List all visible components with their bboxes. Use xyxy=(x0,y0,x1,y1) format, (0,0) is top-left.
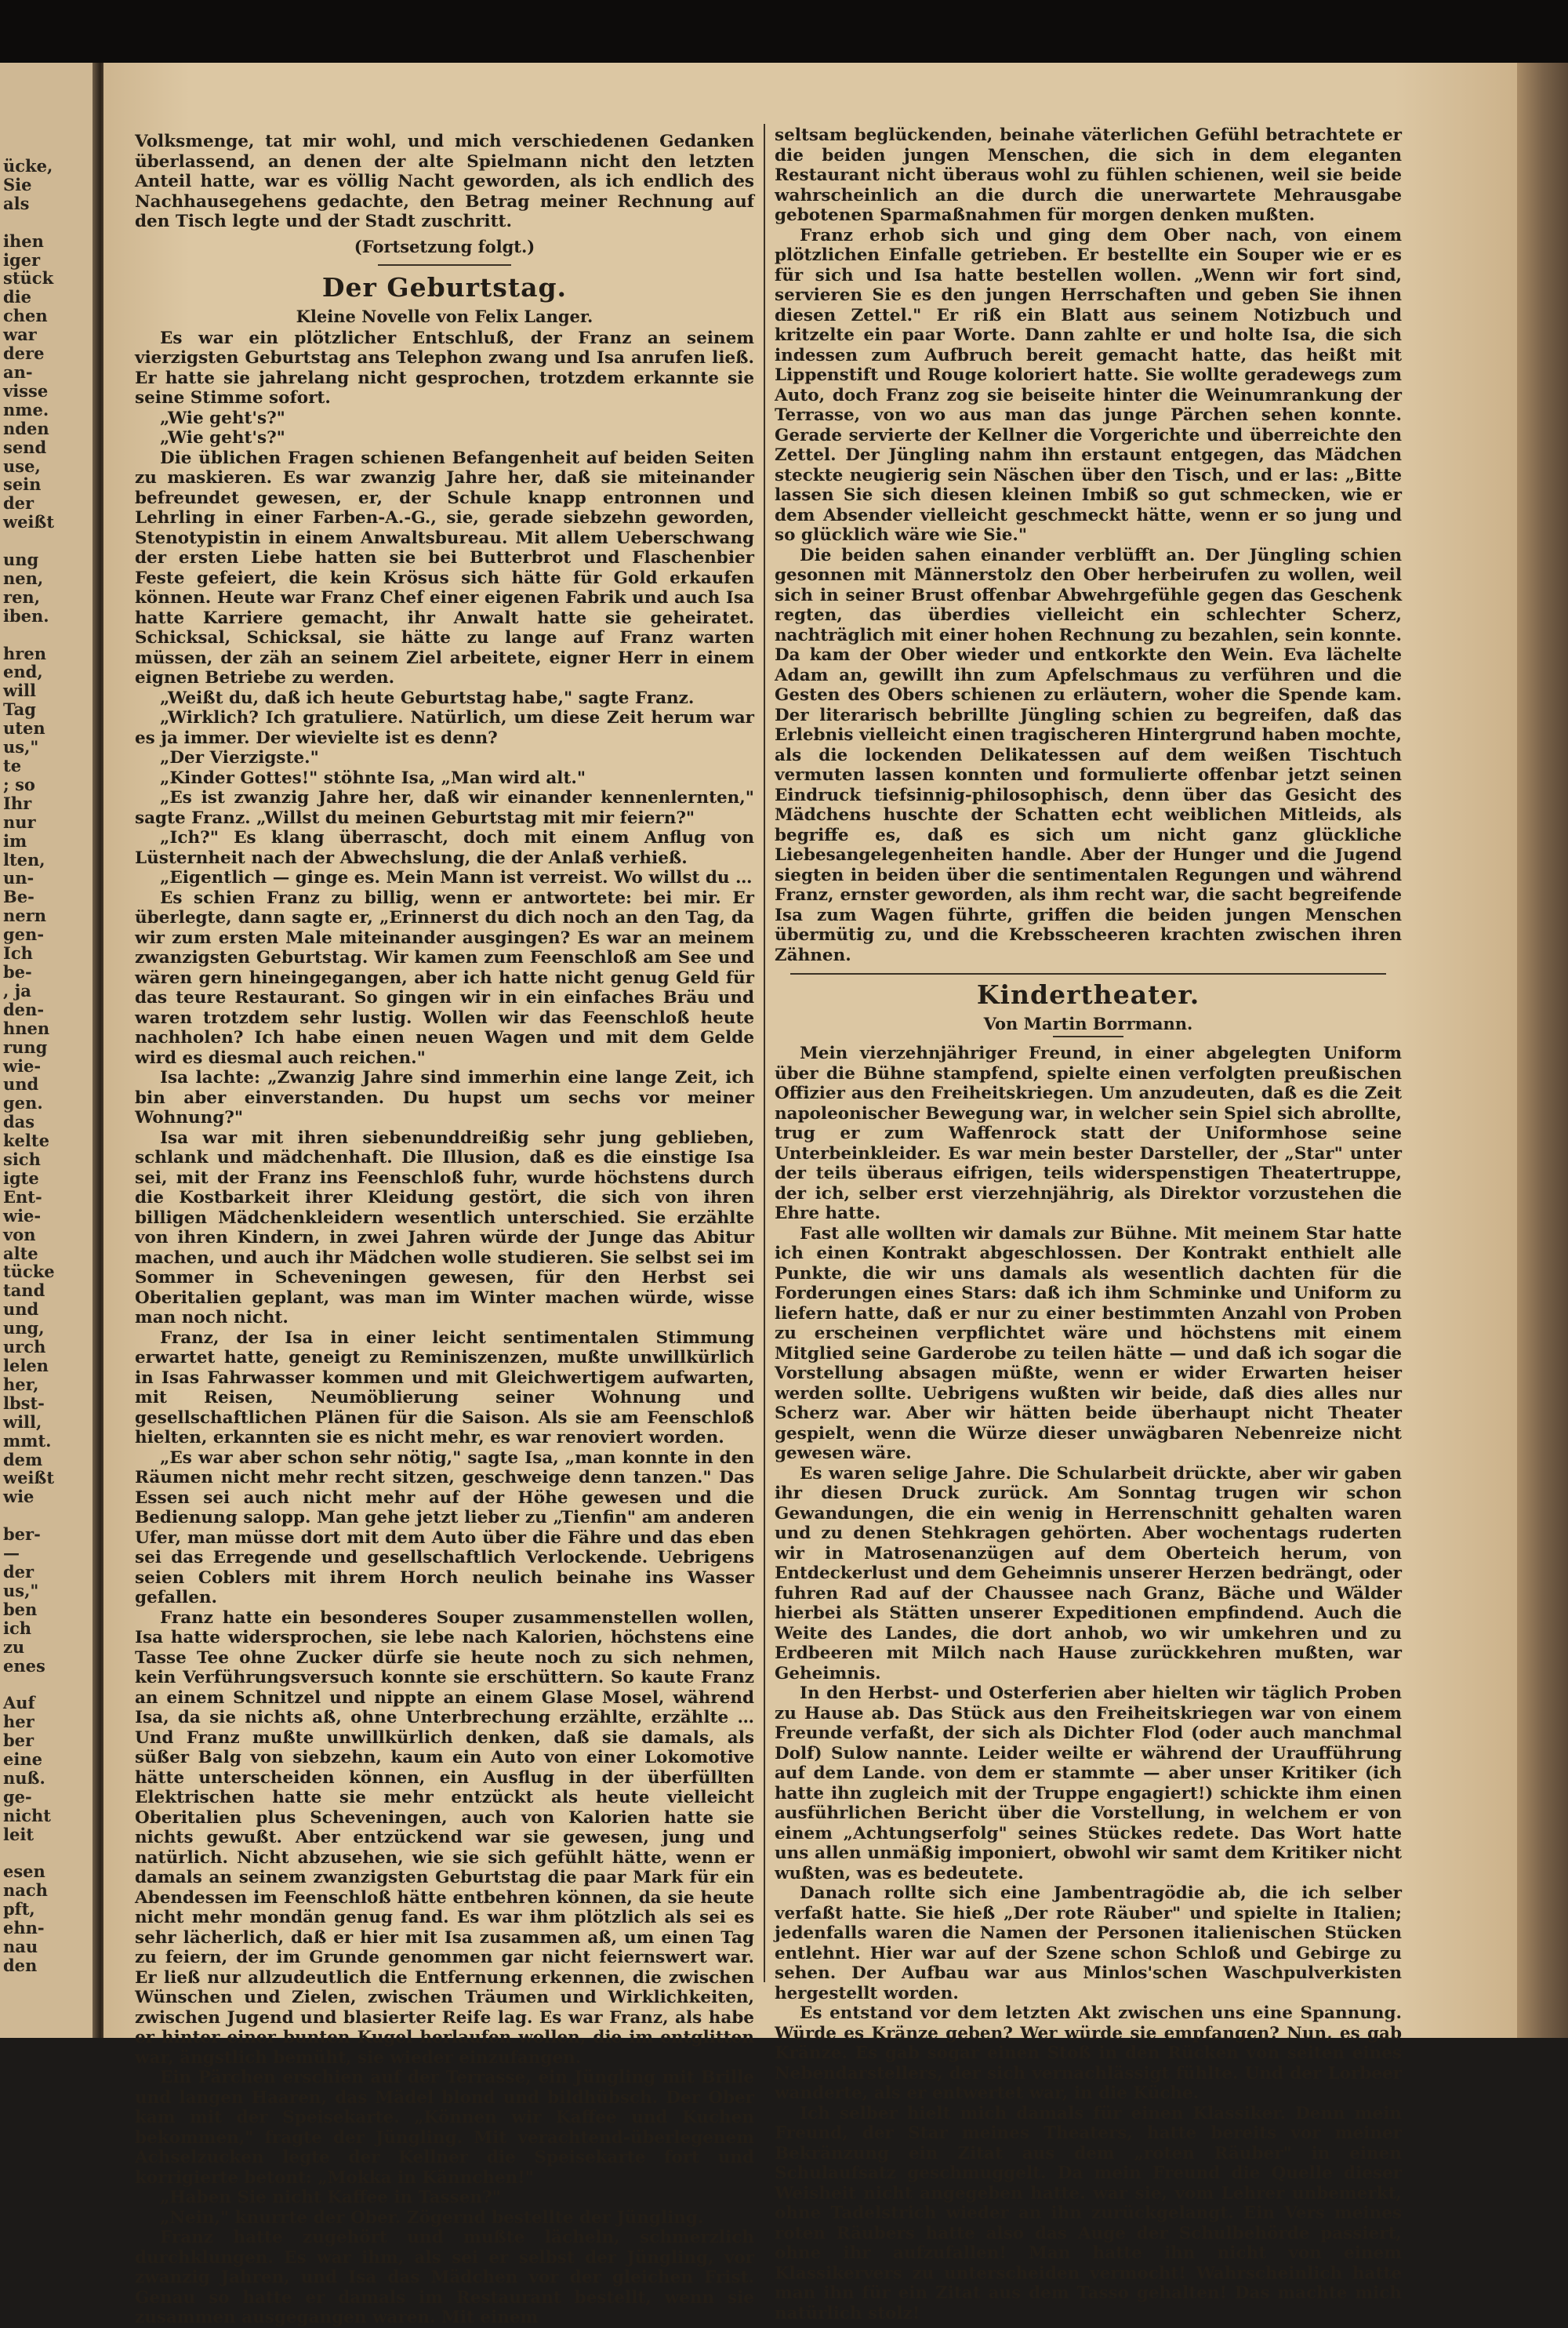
continuation-note: (Fortsetzung folgt.) xyxy=(354,236,535,256)
paragraph: Franz erhob sich und ging dem Ober nach, von einem plötzlichen Einfalle getrieben. Er bestellte ein Souper wie er es für sich und Isa hatte bestellen wollen. „Wenn wir fort sind, servieren Sie es den jungen Herrschaften und geben Sie ihnen diesen Zettel." Er riß ein Blatt aus seinem Notizbuch und kritzelte ein paar Worte. Dann zahlte er und holte Isa, die sich indessen zum Aufbruch bereit gemacht hatte, das heißt mit Lippenstift und Rouge koloriert hatte. Sie wollte geradewegs zum Auto, doch Franz zog sie beiseite hinter die Weinumrankung der Terrasse, von wo aus man das junge Pärchen sehen konnte. Gerade servierte der Kellner die Vorgerichte und überreichte den Zettel. Der Jüngling nahm ihn erstaunt entgegen, das Mädchen steckte neugierig sein Näschen über den Tisch, und er las: „Bitte lassen Sie sich diesen kleinen Imbiß so gut schmecken, wie er dem Absender vielleicht geschmeckt hätte, wenn er so jung und so glücklich wäre wie Sie." xyxy=(775,225,1402,545)
paragraph: Mein vierzehnjähriger Freund, in einer abgelegten Uniform über die Bühne stampfend, spielte einen verfolgten preußischen Offizier aus den Freiheitskriegen. Um anzudeuten, daß es die Zeit napoleonischer Bewegung war, in welcher sein Spiel sich abrollte, trug er zum Waffenrock statt der Uniformhose seine Unterbeinkleider. Es war mein bester Darsteller, der „Star" unter der teils überaus eifrigen, teils widerspenstigen Theatertruppe, der ich, selber erst vierzehnjährig, als Direktor vorzustehen die Ehre hatte. xyxy=(775,1044,1402,1223)
story-body xyxy=(135,329,754,2328)
paragraph: „Wie geht's?" xyxy=(160,408,285,428)
paragraph: In den Herbst- und Osterferien aber hielten wir täglich Proben zu Hause ab. Das Stück aus den Freiheitskriegen war von einem Freunde verfaßt, der sich als Dichter Flod (oder auch manchmal Dolf) Sulow nannte. Leider weilte er während der Uraufführung auf dem Lande. von dem er stammte — aber unser Kritiker (ich hatte ihn zugleich mit der Truppe engagiert!) schickte ihm einen ausführlichen Bericht über die Vorstellung, in welchem er von einem „Achtungserfolg" seines Stückes redete. Das Wort hatte uns allen unmäßig imponiert, obwohl wir samt dem Kritiker nicht wußten, was es bedeutete. xyxy=(775,1683,1402,1883)
story2-byline: Von Martin Borrmann. xyxy=(983,1014,1193,1033)
paragraph: Isa lachte: „Zwanzig Jahre sind immerhin eine lange Zeit, ich bin aber einverstanden. Du hupst um sechs vor meiner Wohnung?" xyxy=(135,1068,754,1128)
paragraph: „Es war aber schon sehr nötig," sagte Isa, „man konnte in den Räumen nicht mehr recht sitzen, geschweige denn tanzen." Das Essen sei auch nicht mehr auf der Höhe gewesen und die Bedienung salopp. Man gehe jetzt lieber zu „Tienfin" am anderen Ufer, man müsse dort mit dem Auto über die Fähre und das eben sei das Erregende und gesellschaftlich Verlockende. Uebrigens seien Coblers mit ihrem Horch neulich beinahe ins Wasser gefallen. xyxy=(135,1447,754,1607)
paragraph: „Wirklich? Ich gratuliere. Natürlich, um diese Zeit herum war es ja immer. Der wievielte ist es denn? xyxy=(135,708,754,748)
paragraph: Franz hatte zugehört und mußte lächeln, schmerzlich durchklungen. Es war ihm, als sei er selbst der Jüngling, vor zwanzig Jahren, und Isa das Mädchen vor der gleichen Frist. Genau so hatte er damals im Restaurant bestellt, wenn sie zusammen ausgegangen waren. Mit einem xyxy=(135,2228,754,2327)
paragraph: Isa war mit ihren siebenunddreißig sehr jung geblieben, schlank und mädchenhaft. Die Illusion, daß es die einstige Isa sei, mit der Franz ins Feenschloß fuhr, wurde höchstens durch die Kostbarkeit ihrer Kleidung gestört, die sich von ihren billigen Mädchenkleidern wesentlich unterschied. Sie erzählte von ihren Kindern, in zwei Jahren würde der Junge das Abitur machen, und auch ihr Mädchen wolle studieren. Sie selbst sei im Sommer in Scheveningen gewesen, für den Herbst sei Oberitalien geplant, was man im Winter machen würde, wisse man noch nicht. xyxy=(135,1128,754,1327)
paragraph: Fast alle wollten wir damals zur Bühne. Mit meinem Star hatte ich einen Kontrakt abgeschlossen. Der Kontrakt enthielt alle Punkte, die wir uns damals als wesentlich dachten für die Forderungen eines Stars: daß ich ihm Schminke und Uniform zu liefern hatte, daß er nur zu einer bestimmten Anzahl von Proben zu erscheinen verpflichtet wäre und höchstens mit einem Mitglied seine Garderobe zu teilen hätte — und daß ich sogar die Vorstellung absagen müßte, wenn er wider Erwarten heiser werden sollte. Uebrigens wußten wir beide, daß dies alles nur Scherz war. Aber wir hätten beide überhaupt nicht Theater gespielt, wenn die Würze dieser unwägbaren Nebenreize nicht gewesen wäre. xyxy=(775,1223,1402,1463)
serial-ending xyxy=(135,132,754,232)
paragraph: Ich selber hielt mich damals für einen Klassiker. Denn mein Freund, der Star meines Theaters, hatte bereits vor meiner Bekränzung ein Zitat aus dem „roten Räuber" in einen Schulaufsatz geschmuggelt. Da mein Freund die Quelle dieser Weisheit nicht angegeben hatte. war sie, vom Lehrer unbemerkt, ohne Tadelstrich wieder an ihn zurückgelangt. Ein Vers meines roten Räubers hatte also das Auge der Schulbehörde passiert, ohne ihr aufzufallen! Man hatte ihn nicht von einem Klassikervers zu unterscheiden vermocht! Wahrscheinlich hatte man ihn für ein Zitat aus dem Tasso gehalten! Das machte mich natürlich stolz! xyxy=(775,2103,1402,2323)
newspaper-page xyxy=(103,63,1538,2327)
story2-title: Kindertheater. xyxy=(976,979,1200,1010)
left-column xyxy=(135,132,754,2328)
paragraph: Es waren selige Jahre. Die Schularbeit drückte, aber wir gaben ihr diesen Druck zurück. Am Sonntag trugen wir schon Gewandungen, die ein wenig in Herrenschnitt gehalten waren und zu denen Stehkragen gehörten. Aber wochentags ruderten wir in Matrosenanzügen auf dem Oberteich herum, von Entdeckerlust und dem Geheimnis unserer Herzen bedrängt, oder fuhren Rad auf der Chaussee nach Granz, Bäche und Wälder hierbei als Stätten unserer Expeditionen empfindend. Auch die Weite des Landes, die dort anhob, wo wir umkehren und zu Erdbeeren mit Milch nach Hause zurückkehren mußten, war Geheimnis. xyxy=(775,1463,1402,1683)
paragraph: „Der Vierzigste." xyxy=(160,748,319,768)
paragraph: „Weißt du, daß ich heute Geburtstag habe," sagte Franz. xyxy=(160,688,695,708)
column-divider xyxy=(764,124,765,1982)
paragraph: „Haben Sie nicht Kaffee in Tassen?" xyxy=(160,2188,501,2207)
right-column xyxy=(775,125,1402,2323)
paragraph: „Kinder Gottes!" stöhnte Isa, „Man wird alt." xyxy=(160,768,586,788)
paragraph: „Nein," knurrte der Ober. Zögernd bestellte der Jüngling. xyxy=(160,2207,704,2228)
paragraph: Franz hatte ein besonderes Souper zusammenstellen wollen, Isa hatte widersprochen, sie lebe nach Kalorien, höchstens eine Tasse Tee ohne Zucker dürfe sie heute noch zu sich nehmen, kein Verführungsversuch konnte sie erschüttern. So kaute Franz an einem Schnitzel und nippte an einem Glase Mosel, während Isa, da sie nichts aß, ohne Unterbrechung erzählte, erzählte … Und Franz mußte unwillkürlich denken, daß sie damals, als süßer Balg von siebzehn, kaum ein Auto von einer Lokomotive hätte unterscheiden können, ein Ausflug in der überfüllten Elektrischen hatte sie mehr entzückt als heute vielleicht Oberitalien plus Scheveningen, auch von Kalorien hatte sie nichts gewußt. Aber entzückend war sie gewesen, jung und natürlich. Nicht abzusehen, wie sie sich gefühlt hätte, wenn er damals an seinem zwanzigsten Geburtstag die paar Mark für ein Abendessen im Feenschloß hätte entbehren können, da sie heute nicht mehr mondän genug fand. Es war ihm plötzlich als sei es sehr lächerlich, daß er hier mit Isa zusammen aß, um einen Tag zu feiern, der im Grunde genommen gar nicht feiernswert war. Er ließ nur allzudeutlich die Entfernung erkennen, die zwischen Wünschen und Zielen, zwischen Träumen und Wirklichkeiten, zwischen Jugend und blasierter Reife lag. Es war Franz, als habe er hinter einer bunten Kugel herlaufen wollen, die im entglitten war, ängstlich bemüht, sie wieder einzufangen. xyxy=(135,1607,754,2068)
paragraph: „Ich?" Es klang überrascht, doch mit einem Anflug von Lüsternheit nach der Abwechslung, die der Anlaß verhieß. xyxy=(135,828,754,868)
section-rule xyxy=(1053,1036,1123,1037)
paragraph: Es entstand vor dem letzten Akt zwischen uns eine Spannung. Würde es Kränze geben? Wer würde sie empfangen? Nun, es gab Kränze. Es gab sogar einen Stoß in den Rücken von seiten eines Nebendarstellers, der sich vernachlässigt fühlte. Und der Lorbeer wanderte, als er entwertet war, in die Küche. xyxy=(775,2003,1402,2103)
story-title: Der Geburtstag. xyxy=(321,271,568,303)
paragraph: „Es ist zwanzig Jahre her, daß wir einander kennenlernten," sagte Franz. „Willst du meinen Geburtstag mit mir feiern?" xyxy=(135,788,754,828)
paragraph: „Eigentlich — ginge es. Mein Mann ist verreist. Wo willst du … xyxy=(160,868,753,888)
paragraph: Volksmenge, tat mir wohl, und mich verschiedenen Gedanken überlassend, an denen der alte Spielmann nicht den letzten Anteil hatte, war es völlig Nacht geworden, als ich endlich des Nachhausegehens gedachte, den Betrag meiner Rechnung auf den Tisch legte und der Stadt zuschritt. xyxy=(135,132,754,231)
story-byline: Kleine Novelle von Felix Langer. xyxy=(296,306,593,326)
paragraph: Franz, der Isa in einer leicht sentimentalen Stimmung erwartet hatte, geneigt zu Reminiszenzen, mußte unwillkürlich in Isas Fahrwasser kommen und mit Gleichwertigem aufwarten, mit Reisen, Neumöblierung seiner Wohnung und gesellschaftlichen Plänen für die Saison. Als sie am Feenschloß hielten, erkannten sie es nicht mehr, es war renoviert worden. xyxy=(135,1327,754,1447)
paragraph: seltsam beglückenden, beinahe väterlichen Gefühl betrachtete er die beiden jungen Menschen, die sich in dem eleganten Restaurant nicht überaus wohl zu fühlen schienen, weil sie beide wahrscheinlich an die durch die unerwartete Mehrausgabe gebotenen Sparmaßnahmen für morgen denken mußten. xyxy=(775,125,1402,225)
paragraph: Es war ein plötzlicher Entschluß, der Franz an seinem vierzigsten Geburtstag ans Telephon zwang und Isa anrufen ließ. Er hatte sie jahrelang nicht gesprochen, trotzdem erkannte sie seine Stimme sofort. xyxy=(135,328,754,408)
scan-top-border xyxy=(0,0,1568,63)
section-rule xyxy=(790,973,1386,975)
paragraph: Es schien Franz zu billig, wenn er antwortete: bei mir. Er überlegte, dann sagte er, „Erinnerst du dich noch an den Tag, da wir zum ersten Male miteinander ausgingen? Es war an meinem zwanzigsten Geburtstag. Wir kamen zum Feenschloß am See und wären gern hineingegangen, aber ich hatte nicht genug Geld für das teure Restaurant. So gingen wir in ein einfaches Bräu und waren trotzdem sehr lustig. Wollen wir das Feenschloß heute nachholen? Ich habe einen neuen Wagen und mit dem Gelde wird es diesmal auch reichen." xyxy=(135,888,754,1068)
paragraph: Ein Pärchen erschien auf der Terrasse, ein Jüngling mit Brille und langen Haaren, das Mädel blond und bildhübsch. Der Ober kam mit der Speisekarte. „Können wir Kaffee und Kuchen bekommen," fragte der Jüngling. Mit verachtend-überlegenem Achselzucken legte der Kellner die Speisekarte fort und korrigierte betont: „Mokka in Kännchen!" xyxy=(135,2068,754,2188)
paragraph: Danach rollte sich eine Jambentragödie ab, die ich selber verfaßt hatte. Sie hieß „Der rote Räuber" und spielte in Italien; jedenfalls waren die Namen der Personen italienischen Stücken entlehnt. Hier war auf der Szene schon Schloß und Gebirge zu sehen. Der Aufbau war aus Minlos'schen Waschpulverkisten hergestellt worden. xyxy=(775,1883,1402,2003)
paragraph: Die üblichen Fragen schienen Befangenheit auf beiden Seiten zu maskieren. Es war zwanzig Jahre her, daß sie miteinander befreundet gewesen, er, der Schule knapp entronnen und Lehrling in einer Farben-A.-G., sie, gerade siebzehn geworden, Stenotypistin in einem Anwaltsbureau. Mit allem Ueberschwang der ersten Liebe hatten sie bei Butterbrot und Flaschenbier Feste gefeiert, die kein Krösus sich hätte für Gold erkaufen können. Heute war Franz Chef einer eigenen Fabrik und auch Isa hatte Karriere gemacht, ihr Anwalt hatte sie geheiratet. Schicksal, Schicksal, sie hätte zu lange auf Franz warten müssen, der zäh an seinem Ziel arbeitete, eigner Herr in einem eignen Betriebe zu werden. xyxy=(135,448,754,688)
adjacent-page-text: ücke, Sie als ihen iger stück die chen war dere an- visse nme. nden send use, sein der weißt ung nen, ren, iben. hren end, will Tag uten us," te ; so Ihr nur im lten, un- Be- nern gen- Ich be- , ja den- hnen rung wie- und gen. das kelte sich igte Ent- wie- von alte tücke tand und ung, urch lelen her, lbst- will, mmt. dem weißt wie ber- — der us," ben ich zu enes Auf her ber eine nuß. ge- nicht leit esen nach pft, ehn- nau den xyxy=(3,156,55,1975)
page-edge xyxy=(1517,63,1568,2038)
story2-body xyxy=(775,1044,1402,2323)
paragraph: Die beiden sahen einander verblüfft an. Der Jüngling schien gesonnen mit Männerstolz den Ober herbeirufen zu wollen, weil sich in seiner Brust offenbar Abwehrgefühle gegen das Geschenk regten, das überdies vielleicht ein schlechter Scherz, nachträglich mit einer hohen Rechnung zu bezahlen, sein konnte. Da kam der Ober wieder und entkorkte den Wein. Eva lächelte Adam an, gewillt ihn zum Apfelschmaus zu verführen und die Gesten des Obers schienen zu erläutern, woher die Spende kam. Der literarisch bebrillte Jüngling schien zu begreifen, daß das Erlebnis vielleicht einen tragischeren Hintergrund haben mochte, als die lockenden Delikatessen auf dem weißen Tischtuch vermuten lassen konnten und formulierte offenbar jetzt seinen Eindruck tiefsinnig-philosophisch, denn über das Gesicht des Mädchens huschte der Schatten echt weiblichen Mitleids, als begriffe es, daß es sich um nicht ganz glückliche Liebesangelegenheiten handle. Aber der Hunger und die Jugend siegten in beiden über die sentimentalen Regungen und während Franz, ernster geworden, als ihm recht war, die sacht begreifende Isa zum Wagen führte, griffen die beiden jungen Menschen übermütig zu, und die Krebsscheeren krachten zwischen ihren Zähnen. xyxy=(775,545,1402,965)
story-body-continued xyxy=(775,125,1402,965)
adjacent-page-fragment xyxy=(0,63,93,2038)
paragraph: „Wie geht's?" xyxy=(160,428,285,448)
section-rule xyxy=(378,264,511,266)
